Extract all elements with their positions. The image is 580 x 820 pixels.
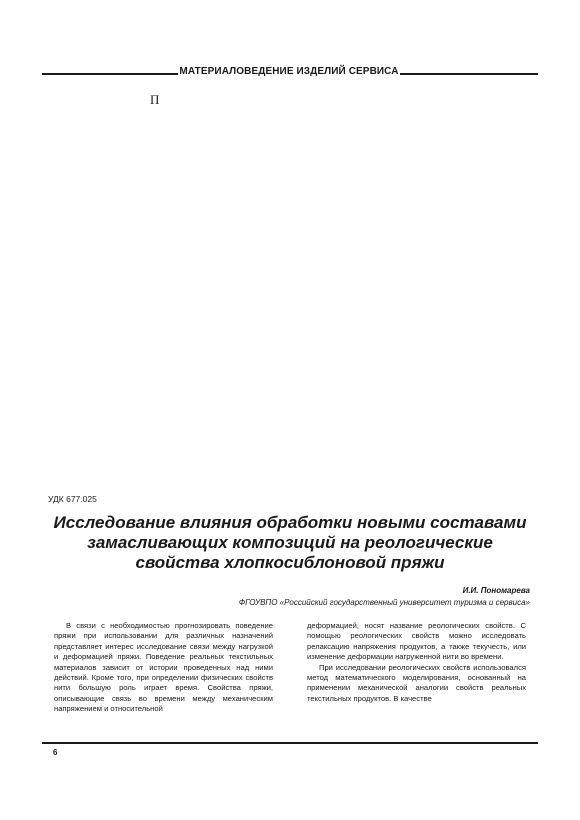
body-paragraph: При исследовании реологических свойств использовался метод математического моделирования, основанный на применении механической аналогии свойств реальных текстильных продуктов. В качестве [307,662,526,703]
body-column-left [54,621,273,715]
journal-section-title: МАТЕРИАЛОВЕДЕНИЕ ИЗДЕЛИЙ СЕРВИСА [179,66,399,77]
author-name: И.И. Пономарева [462,586,530,595]
article-title-line-3: свойства хлопкосиблоновой пряжи [135,553,445,572]
body-paragraph: деформацией, носят название реологических свойств. С помощью реологических свойств можно исследовать релаксацию напряжения продуктов, а также текучесть, или изменение деформации нагруженной нити во времени. [307,621,526,662]
udk-code: УДК 677.025 [48,494,97,504]
article-title [30,513,550,573]
stray-glyph: П [150,92,160,107]
body-paragraph: В связи с необходимостью прогнозировать поведение пряжи при использовании для различных назначений представляет интерес исследование связи между нагрузкой и деформацией пряжи. Поведение реальных текстильных материалов зависит от истории проведенных над ними действий. Кроме того, при определении физических свойств нити большую роль играет время. Свойства пряжи, описывающие связь во времени между механическим напряжением и относительной [54,621,273,714]
page-number: 6 [53,748,58,757]
author-affiliation: ФГОУВПО «Российский государственный университет туризма и сервиса» [238,598,530,607]
footer-rule [42,742,538,744]
article-title-line-1: Исследование влияния обработки новыми составами [53,513,527,532]
article-title-line-2: замасливающих композиций на реологические [87,533,493,552]
header-rule-left [42,73,178,75]
body-column-right [307,621,526,704]
header-rule-right [400,73,538,75]
